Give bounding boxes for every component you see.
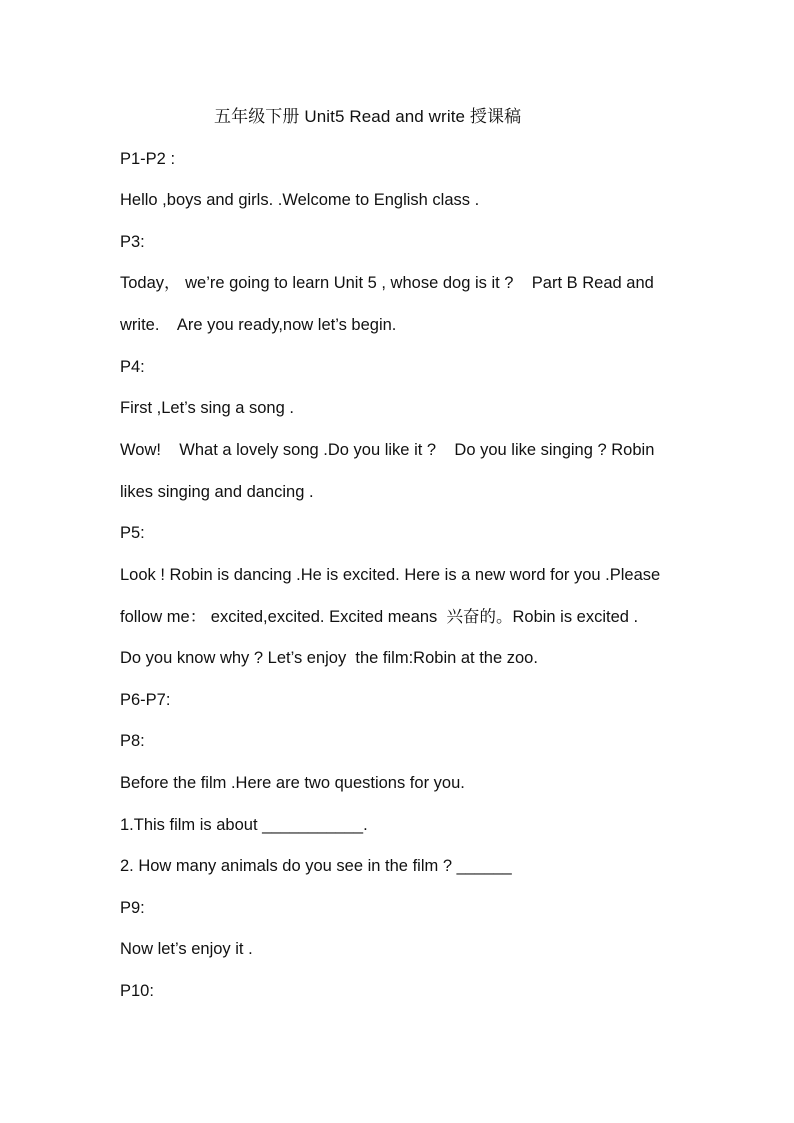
text-line: Look ! Robin is dancing .He is excited. Here is a new word for you .Please bbox=[120, 566, 661, 584]
text-line: Before the film .Here are two questions for you. bbox=[120, 774, 465, 792]
text-line: 1.This film is about ___________. bbox=[120, 816, 368, 834]
text-line: P10: bbox=[120, 982, 154, 1000]
text-line: P1-P2 : bbox=[120, 150, 176, 168]
text-line: First ,Let’s sing a song . bbox=[120, 399, 294, 417]
text-line: Wow! What a lovely song .Do you like it ? Do you like singing ? Robin bbox=[120, 441, 655, 459]
text-line: write. Are you ready,now let’s begin. bbox=[120, 316, 397, 334]
text-line: Now let’s enjoy it . bbox=[120, 940, 253, 958]
text-line: P6-P7: bbox=[120, 691, 171, 709]
text-line: Do you know why ? Let’s enjoy the film:Robin at the zoo. bbox=[120, 649, 538, 667]
text-line: Today， we’re going to learn Unit 5 , whose dog is it ? Part B Read and bbox=[120, 274, 654, 292]
text-line: P8: bbox=[120, 732, 145, 750]
text-line: P5: bbox=[120, 524, 145, 542]
text-line: Hello ,boys and girls. .Welcome to English class . bbox=[120, 191, 480, 209]
text-line: P9: bbox=[120, 899, 145, 917]
text-line: 2. How many animals do you see in the film ? ______ bbox=[120, 857, 512, 875]
text-line: likes singing and dancing . bbox=[120, 483, 314, 501]
text-line: P3: bbox=[120, 233, 145, 251]
text-line: P4: bbox=[120, 358, 145, 376]
document-title: 五年级下册 Unit5 Read and write 授课稿 bbox=[214, 107, 522, 126]
text-line: follow me： excited,excited. Excited means 兴奋的。Robin is excited . bbox=[120, 608, 639, 626]
